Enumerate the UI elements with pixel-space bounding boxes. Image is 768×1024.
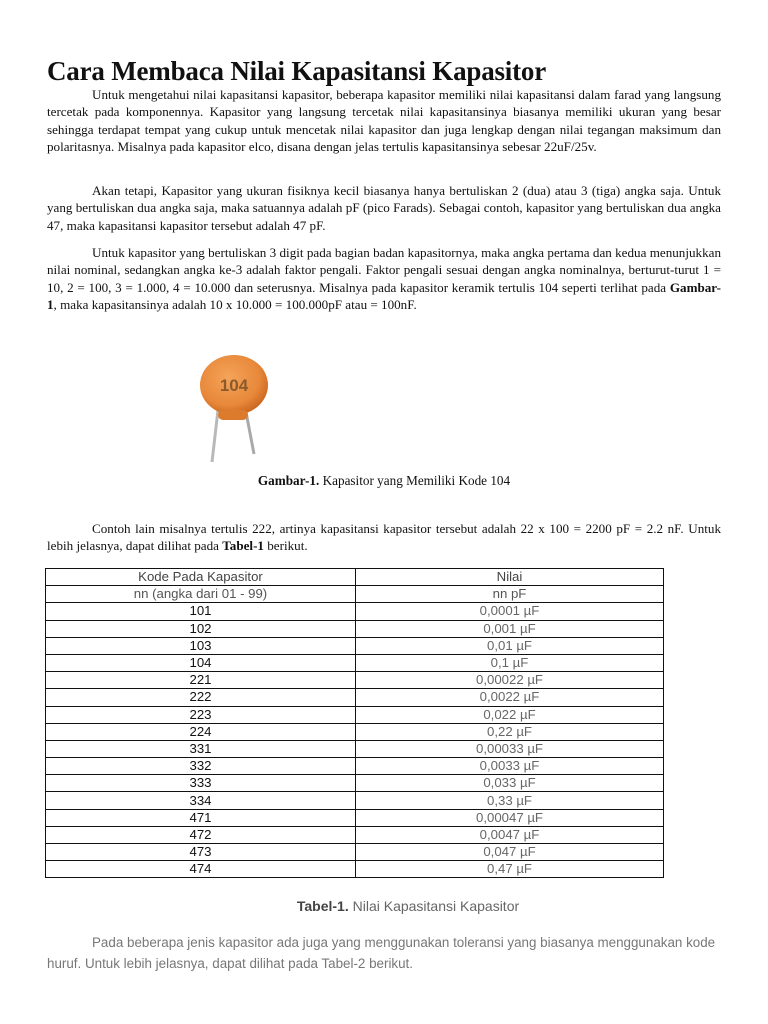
table-reference: Tabel-1 xyxy=(222,538,264,554)
table-caption-text: Nilai Kapasitansi Kapasitor xyxy=(348,898,520,914)
capacitance-table xyxy=(45,568,664,878)
paragraph-three-digit-text-b: , maka kapasitansinya adalah 10 x 10.000 = 100.000pF atau = 100nF. xyxy=(53,297,417,313)
table-cell-code: 473 xyxy=(46,844,356,861)
paragraph-tolerance-text: Pada beberapa jenis kapasitor ada juga yang menggunakan toleransi yang biasanya menggunakan kode huruf. Untuk lebih jelasnya, dapat dilihat pada Tabel-2 berikut. xyxy=(47,935,716,971)
capacitor-lead-left xyxy=(212,410,218,462)
paragraph-intro xyxy=(47,86,721,156)
table-cell-code: 103 xyxy=(46,637,356,654)
table-cell-value: 0,047 µF xyxy=(356,844,664,861)
table-cell-code: 221 xyxy=(46,672,356,689)
table-cell-code: 333 xyxy=(46,775,356,792)
table-cell-value: 0,00022 µF xyxy=(356,672,664,689)
capacitor-marking: 104 xyxy=(219,376,249,395)
capacitor-lead-right xyxy=(246,412,254,454)
table-caption-label: Tabel-1. xyxy=(296,898,349,914)
capacitor-neck xyxy=(218,410,248,420)
table-row xyxy=(46,775,664,792)
table-cell-value: 0,033 µF xyxy=(356,775,664,792)
table-cell-code: 101 xyxy=(46,603,356,620)
table-cell-value: 0,022 µF xyxy=(356,706,664,723)
table-row xyxy=(46,654,664,671)
table-cell-value: 0,22 µF xyxy=(356,723,664,740)
table-cell-value: 0,33 µF xyxy=(356,792,664,809)
paragraph-small-capacitor-text: Akan tetapi, Kapasitor yang ukuran fisiknya kecil biasanya hanya bertuliskan 2 (dua) atau 3 (tiga) angka saja. Untuk yang bertuliskan dua angka saja, maka satuannya adalah pF (pico Farads). Sebagai contoh, kapasitor yang bertuliskan dua angka 47, maka kapasitansi kapasitor tersebut adalah 47 pF. xyxy=(47,183,721,233)
table-cell-code: 224 xyxy=(46,723,356,740)
figure-caption-label: Gambar-1. xyxy=(257,473,320,488)
table-cell-value: 0,0001 µF xyxy=(356,603,664,620)
table-cell-code: 104 xyxy=(46,654,356,671)
column-header-code: Kode Pada Kapasitor xyxy=(46,569,356,586)
table-row xyxy=(46,706,664,723)
table-row xyxy=(46,740,664,757)
table-row xyxy=(46,826,664,843)
table-cell-value: 0,0033 µF xyxy=(356,758,664,775)
table-row xyxy=(46,672,664,689)
table-cell-code: 222 xyxy=(46,689,356,706)
paragraph-example xyxy=(47,520,721,555)
page-title: Cara Membaca Nilai Kapasitansi Kapasitor xyxy=(47,56,546,86)
paragraph-small-capacitor xyxy=(47,182,721,234)
paragraph-three-digit-text-a: Untuk kapasitor yang bertuliskan 3 digit pada bagian badan kapasitornya, maka angka pertama dan kedua menunjukkan nilai nominal, sedangkan angka ke-3 adalah faktor pengali. Faktor pengali sesuai dengan angka nominalnya, berturut-turut 1 = 10, 2 = 100, 3 = 1.000, 4 = 10.000 dan seterusnya. Misalnya pada kapasitor keramik tertulis 104 seperti terlihat pada xyxy=(47,245,721,295)
table-row xyxy=(46,792,664,809)
table-cell-value: 0,1 µF xyxy=(356,654,664,671)
table-row xyxy=(46,809,664,826)
table-cell-code: 331 xyxy=(46,740,356,757)
table-cell-value: 0,0022 µF xyxy=(356,689,664,706)
table-row xyxy=(46,637,664,654)
table-row xyxy=(46,603,664,620)
table-row xyxy=(46,723,664,740)
figure-caption xyxy=(0,473,768,489)
figure-caption-text: Kapasitor yang Memiliki Kode 104 xyxy=(319,473,511,488)
table-cell-code: 334 xyxy=(46,792,356,809)
table-cell-value: 0,00033 µF xyxy=(356,740,664,757)
table-cell-code: 102 xyxy=(46,620,356,637)
paragraph-tolerance xyxy=(47,932,727,974)
table-cell-code: 332 xyxy=(46,758,356,775)
table-cell-value: 0,00047 µF xyxy=(356,809,664,826)
table-cell-code: nn (angka dari 01 - 99) xyxy=(46,586,356,603)
table-cell-value: 0,0047 µF xyxy=(356,826,664,843)
paragraph-intro-text: Untuk mengetahui nilai kapasitansi kapasitor, beberapa kapasitor memiliki nilai kapasitansi dalam farad yang langsung tercetak pada komponennya. Kapasitor yang langsung tercetak nilai kapasitansinya biasanya memiliki ukuran yang besar sehingga terdapat tempat yang cukup untuk mencetak nilai kapasitor dan juga lengkap dengan nilai tegangan maksimum dan polaritasnya. Misalnya pada kapasitor elco, disana dengan jelas tertulis kapasitansinya sebesar 22uF/25v. xyxy=(47,87,721,155)
table-header-row xyxy=(46,569,664,586)
table-cell-value: 0,001 µF xyxy=(356,620,664,637)
table-row xyxy=(46,844,664,861)
table-cell-code: 472 xyxy=(46,826,356,843)
table-cell-code: 474 xyxy=(46,861,356,878)
table-row xyxy=(46,620,664,637)
table-row xyxy=(46,861,664,878)
column-header-value: Nilai xyxy=(356,569,664,586)
table-row xyxy=(46,758,664,775)
table-cell-code: 223 xyxy=(46,706,356,723)
table-cell-value: 0,47 µF xyxy=(356,861,664,878)
table-caption xyxy=(0,898,768,914)
paragraph-example-text-a: Contoh lain misalnya tertulis 222, artinya kapasitansi kapasitor tersebut adalah 22 x 100 = 2200 pF = 2.2 nF. Untuk lebih jelasnya, dapat dilihat pada xyxy=(47,521,721,554)
figure-reference: Gambar-1 xyxy=(47,279,721,313)
table-row xyxy=(46,689,664,706)
table-cell-value: nn pF xyxy=(356,586,664,603)
paragraph-example-text-b: berikut. xyxy=(263,538,308,554)
ceramic-capacitor-image xyxy=(192,350,272,470)
table-cell-value: 0,01 µF xyxy=(356,637,664,654)
table-cell-code: 471 xyxy=(46,809,356,826)
paragraph-three-digit xyxy=(47,244,721,314)
table-subheader-row xyxy=(46,586,664,603)
